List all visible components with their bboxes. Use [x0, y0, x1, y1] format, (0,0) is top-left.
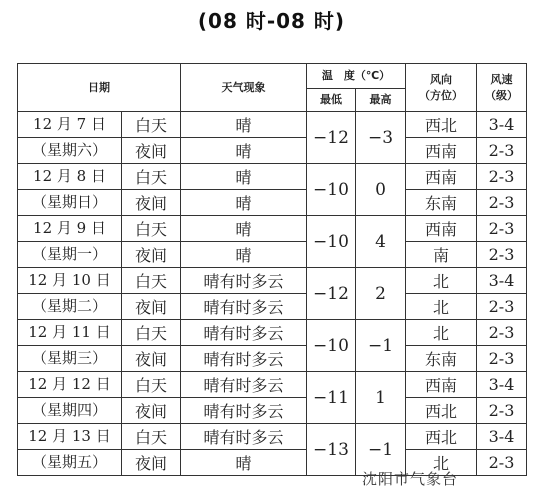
wind-speed-cell: 2-3 [477, 294, 527, 320]
night-row [18, 294, 527, 320]
weather-cell: 晴 [181, 112, 307, 138]
day-row [18, 372, 527, 398]
temp-min-cell: −11 [307, 372, 356, 424]
header-wind-speed [477, 64, 527, 112]
night-row [18, 242, 527, 268]
weather-cell: 晴 [181, 138, 307, 164]
wind-direction-cell: 北 [406, 294, 477, 320]
night-row [18, 190, 527, 216]
wind-speed-cell: 3-4 [477, 372, 527, 398]
night-row [18, 346, 527, 372]
wind-speed-cell: 3-4 [477, 112, 527, 138]
day-row [18, 216, 527, 242]
temp-min-cell: −12 [307, 268, 356, 320]
weather-cell: 晴有时多云 [181, 268, 307, 294]
temp-max-cell: 2 [356, 268, 406, 320]
temp-max-cell: −3 [356, 112, 406, 164]
wind-speed-cell: 2-3 [477, 190, 527, 216]
temp-min-cell: −10 [307, 164, 356, 216]
wind-direction-cell: 北 [406, 320, 477, 346]
wind-speed-cell: 2-3 [477, 398, 527, 424]
weather-cell: 晴 [181, 216, 307, 242]
weather-cell: 晴 [181, 190, 307, 216]
wind-direction-cell: 西南 [406, 216, 477, 242]
temp-max-cell: 4 [356, 216, 406, 268]
period-cell: 白天 [122, 424, 181, 450]
wind-speed-cell: 3-4 [477, 268, 527, 294]
period-cell: 夜间 [122, 450, 181, 476]
weather-cell: 晴有时多云 [181, 424, 307, 450]
date-cell: 12 月 8 日 [18, 164, 122, 190]
period-cell: 夜间 [122, 190, 181, 216]
day-row [18, 112, 527, 138]
weekday-cell: （星期五） [18, 450, 122, 476]
weather-cell: 晴 [181, 242, 307, 268]
temp-max-cell: −1 [356, 320, 406, 372]
period-cell: 白天 [122, 112, 181, 138]
page-title: (08 时-08 时) [197, 9, 346, 33]
header-wind-direction-unit: （方位） [419, 88, 464, 102]
weather-cell: 晴有时多云 [181, 346, 307, 372]
temp-max-cell: 1 [356, 372, 406, 424]
temp-min-cell: −10 [307, 216, 356, 268]
wind-direction-cell: 西南 [406, 138, 477, 164]
issuer-note: 沈阳市气象台 [362, 470, 459, 488]
period-cell: 夜间 [122, 398, 181, 424]
day-row [18, 424, 527, 450]
date-cell: 12 月 13 日 [18, 424, 122, 450]
wind-speed-cell: 2-3 [477, 138, 527, 164]
day-row [18, 320, 527, 346]
header-row [18, 64, 527, 89]
wind-speed-cell: 2-3 [477, 242, 527, 268]
weekday-cell: （星期二） [18, 294, 122, 320]
forecast-table [17, 63, 527, 476]
header-wind-speed-title: 风速 [490, 72, 513, 86]
period-cell: 夜间 [122, 138, 181, 164]
wind-direction-cell: 西北 [406, 112, 477, 138]
wind-direction-cell: 北 [406, 268, 477, 294]
day-row [18, 164, 527, 190]
wind-speed-cell: 2-3 [477, 320, 527, 346]
header-temperature: 温 度（℃） [307, 64, 406, 89]
wind-direction-cell: 西南 [406, 372, 477, 398]
wind-direction-cell: 东南 [406, 346, 477, 372]
date-cell: 12 月 12 日 [18, 372, 122, 398]
weekday-cell: （星期日） [18, 190, 122, 216]
temp-max-cell: −1 [356, 424, 406, 476]
header-weather: 天气现象 [181, 64, 307, 112]
period-cell: 白天 [122, 320, 181, 346]
header-wind-direction [406, 64, 477, 112]
wind-direction-cell: 南 [406, 242, 477, 268]
date-cell: 12 月 9 日 [18, 216, 122, 242]
period-cell: 白天 [122, 372, 181, 398]
weather-cell: 晴有时多云 [181, 320, 307, 346]
wind-direction-cell: 东南 [406, 190, 477, 216]
weekday-cell: （星期四） [18, 398, 122, 424]
period-cell: 夜间 [122, 294, 181, 320]
period-cell: 白天 [122, 216, 181, 242]
temp-min-cell: −12 [307, 112, 356, 164]
wind-direction-cell: 西北 [406, 424, 477, 450]
period-cell: 白天 [122, 268, 181, 294]
header-temp-max: 最高 [356, 89, 406, 112]
temp-min-cell: −13 [307, 424, 356, 476]
wind-direction-cell: 北 [406, 450, 477, 476]
temp-max-cell: 0 [356, 164, 406, 216]
temp-min-cell: −10 [307, 320, 356, 372]
wind-direction-cell: 西南 [406, 164, 477, 190]
period-cell: 白天 [122, 164, 181, 190]
forecast-body [18, 112, 527, 476]
header-wind-speed-unit: （级） [485, 88, 519, 102]
wind-speed-cell: 2-3 [477, 164, 527, 190]
night-row [18, 138, 527, 164]
date-cell: 12 月 10 日 [18, 268, 122, 294]
night-row [18, 398, 527, 424]
wind-speed-cell: 2-3 [477, 450, 527, 476]
weather-cell: 晴有时多云 [181, 294, 307, 320]
weather-cell: 晴有时多云 [181, 372, 307, 398]
day-row [18, 268, 527, 294]
header-date: 日期 [18, 64, 181, 112]
weather-cell: 晴有时多云 [181, 398, 307, 424]
weather-cell: 晴 [181, 450, 307, 476]
date-cell: 12 月 11 日 [18, 320, 122, 346]
header-wind-direction-title: 风向 [430, 72, 453, 86]
period-cell: 夜间 [122, 346, 181, 372]
wind-speed-cell: 2-3 [477, 346, 527, 372]
wind-speed-cell: 2-3 [477, 216, 527, 242]
weather-cell: 晴 [181, 164, 307, 190]
header-temp-min: 最低 [307, 89, 356, 112]
wind-direction-cell: 西北 [406, 398, 477, 424]
weekday-cell: （星期六） [18, 138, 122, 164]
period-cell: 夜间 [122, 242, 181, 268]
date-cell: 12 月 7 日 [18, 112, 122, 138]
weekday-cell: （星期三） [18, 346, 122, 372]
wind-speed-cell: 3-4 [477, 424, 527, 450]
weekday-cell: （星期一） [18, 242, 122, 268]
